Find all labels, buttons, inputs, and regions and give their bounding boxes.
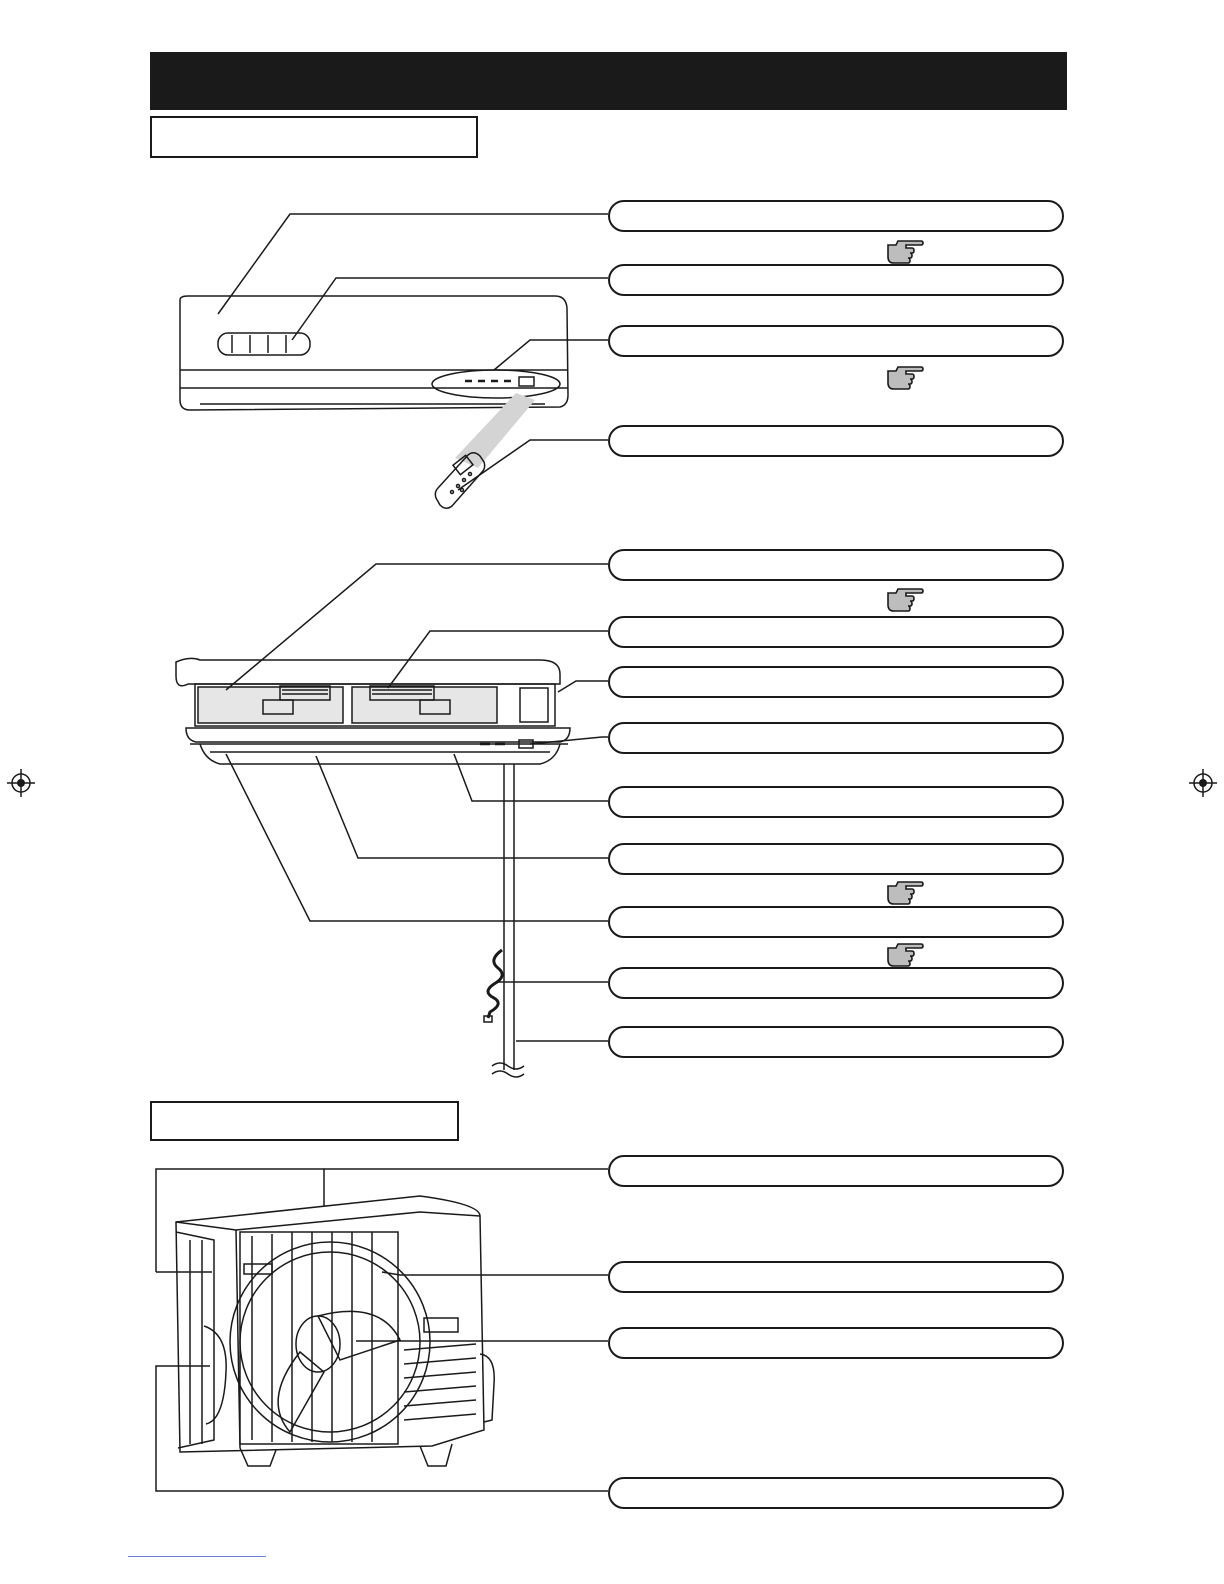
indoor-unit-open-illustration <box>176 658 570 764</box>
registration-mark-icon <box>1188 768 1218 798</box>
registration-mark-icon <box>6 768 36 798</box>
outdoor-unit-illustration <box>176 1196 494 1466</box>
footer-underline <box>128 1556 266 1557</box>
indoor-unit-closed-illustration <box>180 296 568 410</box>
